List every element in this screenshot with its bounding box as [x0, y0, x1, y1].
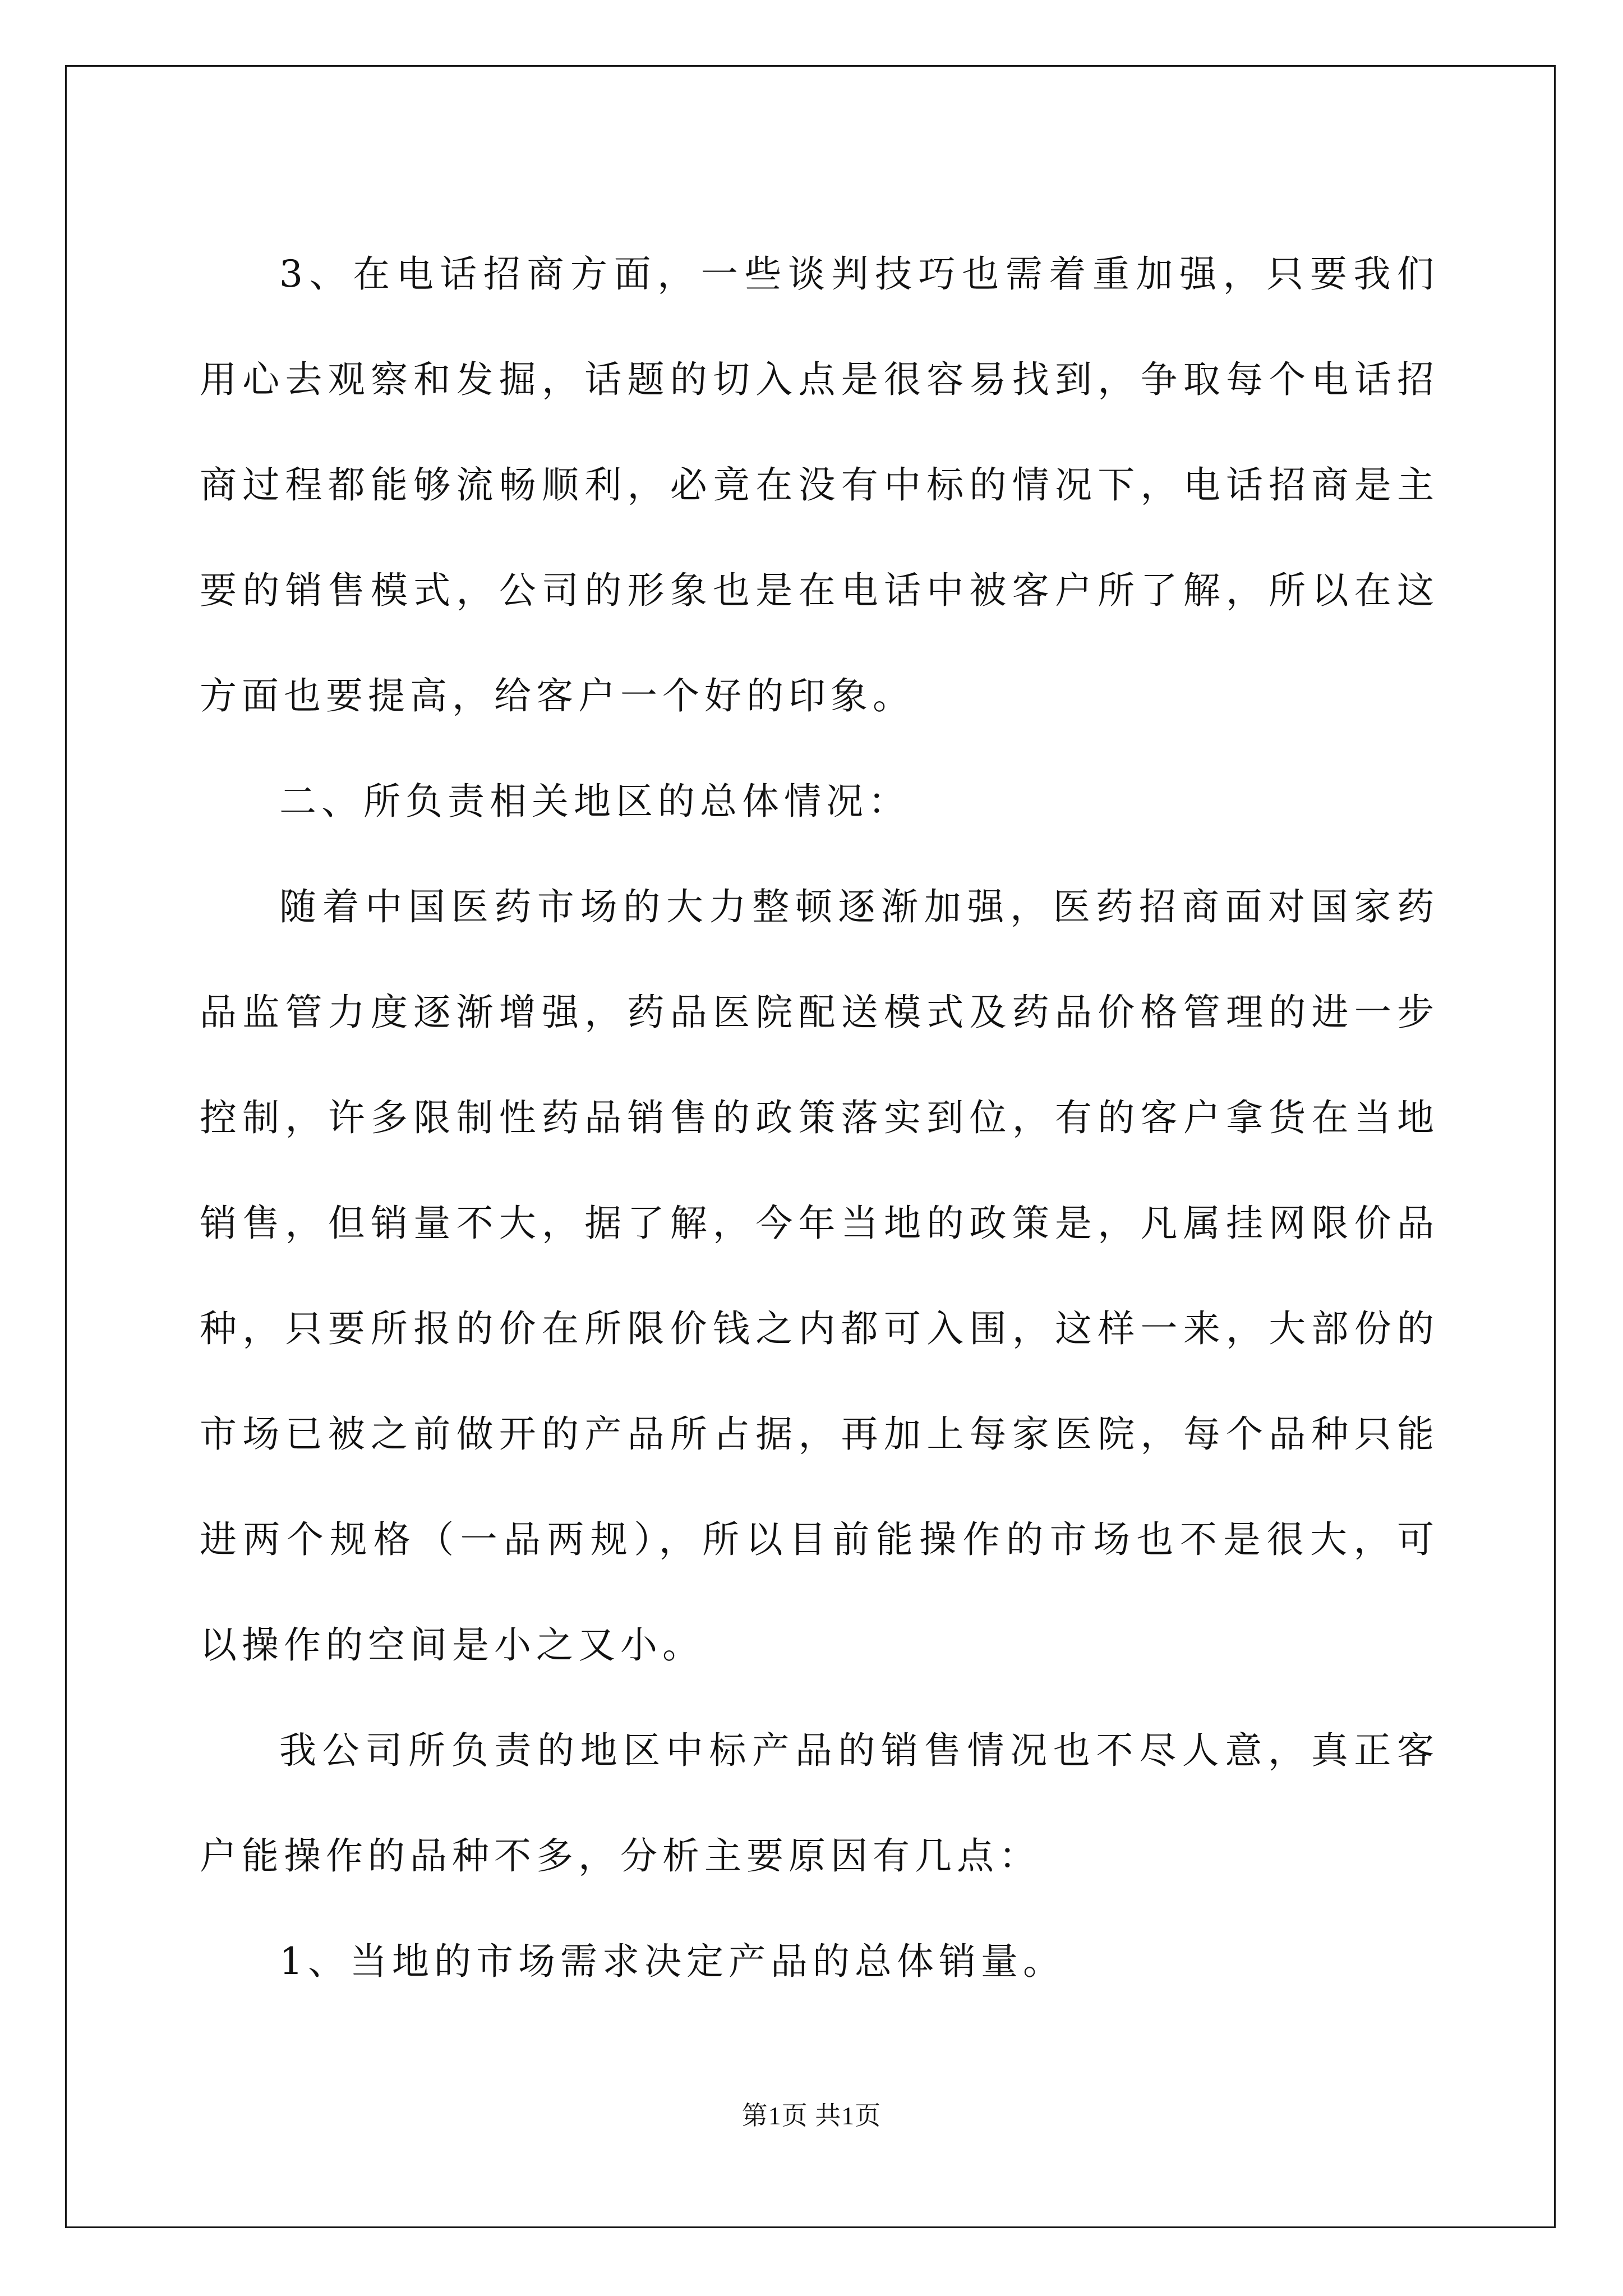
paragraph-telephone-negotiation: 3、在电话招商方面，一些谈判技巧也需着重加强，只要我们用心去观察和发掘，话题的切入点是很容易找到，争取每个电话招商过程都能够流畅顺利，必竟在没有中标的情况下，电话招商是主要的销售模式，公司的形象也是在电话中被客户所了解，所以在这方面也要提高，给客户一个好的印象。 — [200, 252, 1439, 717]
section-heading-regional-overview: 二、所负责相关地区的总体情况： — [279, 780, 910, 823]
paragraph-market-situation: 随着中国医药市场的大力整顿逐渐加强，医药招商面对国家药品监管力度逐渐增强，药品医院配送模式及药品价格管理的进一步控制，许多限制性药品销售的政策落实到位，有的客户拿货在当地销售，但销量不大，据了解，今年当地的政策是，凡属挂网限价品种，只要所报的价在所限价钱之内都可入围，这样一来，大部份的市场已被之前做开的产品所占据，再加上每家医院，每个品种只能进两个规格（一品两规），所以目前能操作的市场也不是很大，可以操作的空间是小之又小。 — [200, 885, 1439, 1667]
paragraph-sales-analysis: 我公司所负责的地区中标产品的销售情况也不尽人意，真正客户能操作的品种不多，分析主要原因有几点： — [200, 1729, 1439, 1878]
page-number-footer: 第1页 共1页 — [741, 2101, 882, 2130]
document-body — [200, 222, 1439, 2014]
paragraph-point-1: 1、当地的市场需求决定产品的总体销量。 — [279, 1940, 1065, 1983]
